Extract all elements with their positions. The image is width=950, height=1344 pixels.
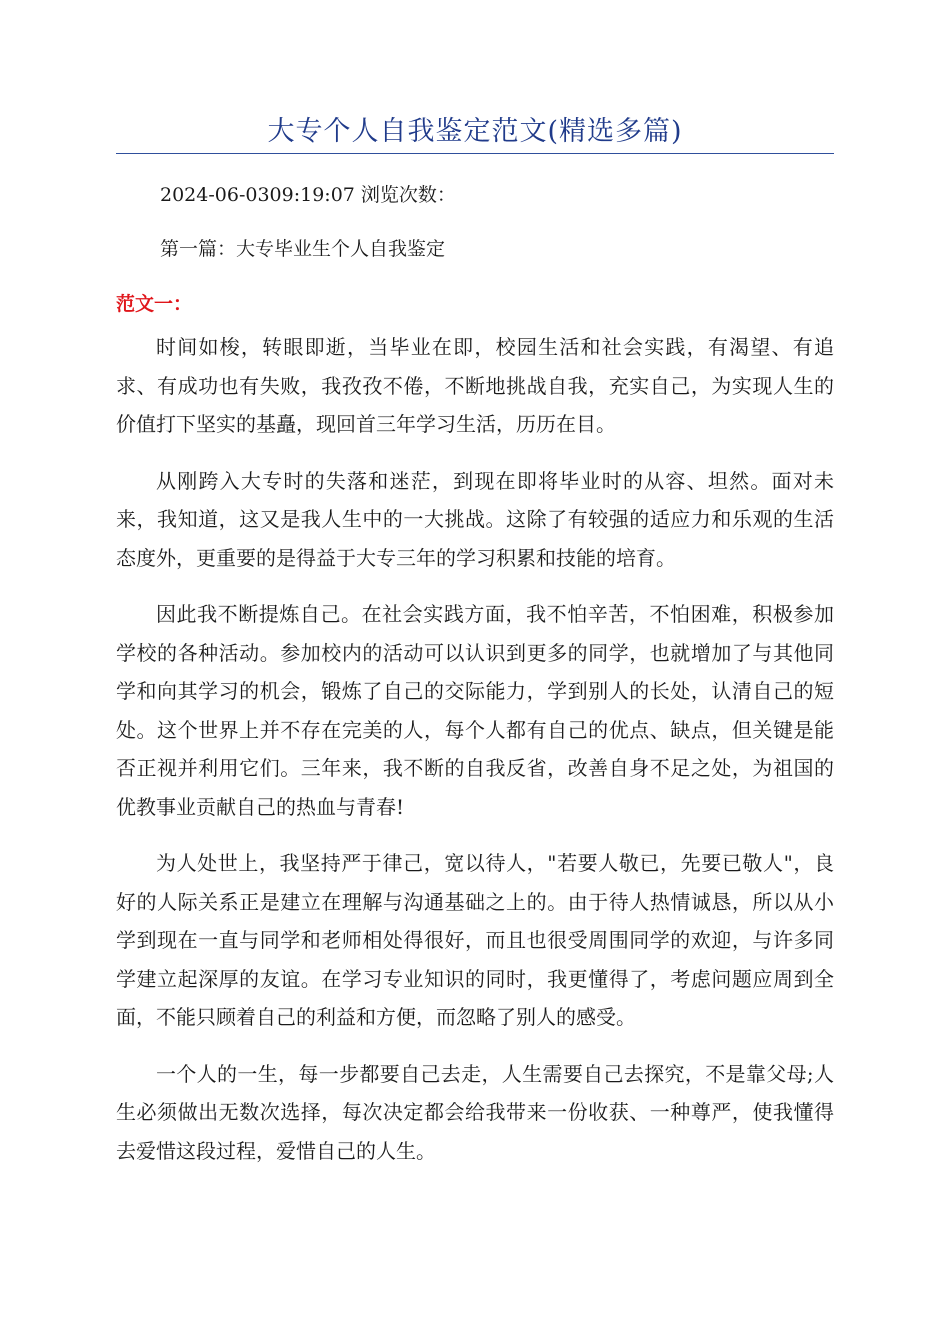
paragraph-5: 一个人的一生，每一步都要自己去走，人生需要自己去探究，不是靠父母;人生必须做出无数次选择，每次决定都会给我带来一份收获、一种尊严，使我懂得去爱惜这段过程，爱惜自己的人生。 <box>116 1061 834 1163</box>
paragraph-2: 从刚跨入大专时的失落和迷茫，到现在即将毕业时的从容、坦然。面对未来，我知道，这又是我人生中的一大挑战。这除了有较强的适应力和乐观的生活态度外，更重要的是得益于大专三年的学习积累和技能的培育。 <box>116 468 834 570</box>
article-body <box>116 328 834 1188</box>
paragraph-3: 因此我不断提炼自己。在社会实践方面，我不怕辛苦，不怕困难，积极参加学校的各种活动。参加校内的活动可以认识到更多的同学，也就增加了与其他同学和向其学习的机会，锻炼了自己的交际能力，学到别人的长处，认清自己的短处。这个世界上并不存在完美的人，每个人都有自己的优点、缺点，但关键是能否正视并利用它们。三年来，我不断的自我反省，改善自身不足之处，为祖国的优教事业贡献自己的热血与青春! <box>116 602 834 819</box>
paragraph-1: 时间如梭，转眼即逝，当毕业在即，校园生活和社会实践，有渴望、有追求、有成功也有失败，我孜孜不倦，不断地挑战自我，充实自己，为实现人生的价值打下坚实的基矗，现回首三年学习生活，历历在目。 <box>116 335 834 436</box>
document-title: 大专个人自我鉴定范文(精选多篇) <box>267 116 683 147</box>
title-underline <box>116 153 834 154</box>
publish-meta-line: 2024-06-0309:19:07 浏览次数： <box>160 184 456 206</box>
paragraph-4: 为人处世上，我坚持严于律己，宽以待人，"若要人敬已，先要已敬人"，良好的人际关系正是建立在理解与沟通基础之上的。由于待人热情诚恳，所以从小学到现在一直与同学和老师相处得很好，而且也很受周围同学的欢迎，与许多同学建立起深厚的友谊。在学习专业知识的同时，我更懂得了，考虑问题应周到全面，不能只顾着自己的利益和方便，而忽略了别人的感受。 <box>116 851 834 1029</box>
section-heading: 第一篇：大专毕业生个人自我鉴定 <box>160 238 446 260</box>
sample-label: 范文一： <box>116 293 193 315</box>
